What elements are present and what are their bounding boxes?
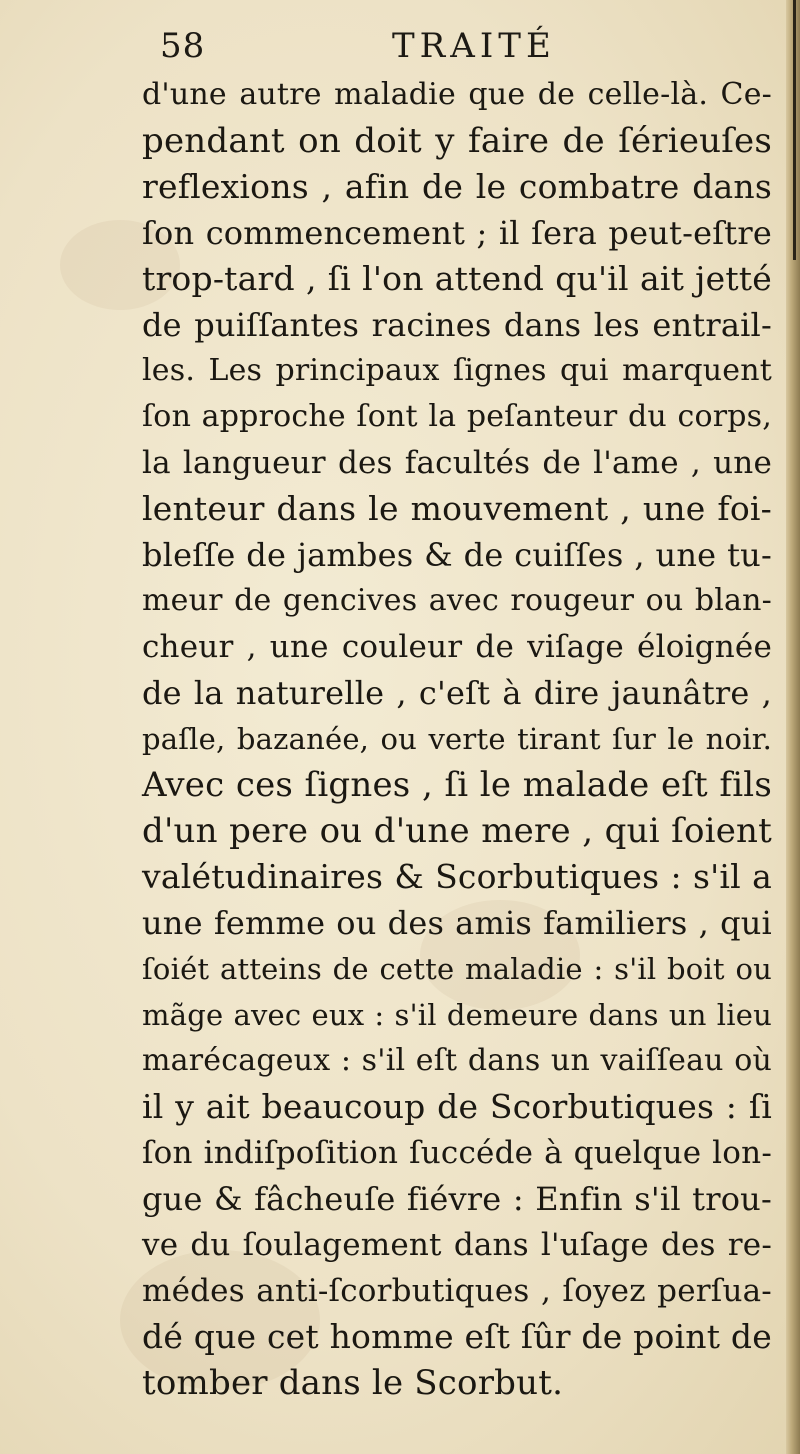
text-line: ſon indiſpoſition ſuccéde à quelque lon- (142, 1135, 772, 1171)
text-line: la langueur des facultés de l'ame , une (142, 445, 772, 481)
text-line: de puiſſantes racines dans les entrail- (142, 306, 772, 344)
text-line: médes anti-ſcorbutiques , ſoyez perſua- (142, 1273, 772, 1309)
page-header (160, 26, 620, 76)
text-line: ſon approche ſont la peſanteur du corps, (142, 399, 772, 434)
text-line: reflexions , afin de le combatre dans (142, 167, 772, 206)
text-line: dé que cet homme eſt ſûr de point de (142, 1317, 772, 1356)
text-line: tomber dans le Scorbut. (142, 1363, 564, 1403)
text-line: ſon commencement ; il ſera peut-eſtre (142, 214, 772, 252)
text-line: de la naturelle , c'eſt à dire jaunâtre , (142, 674, 772, 712)
text-line: meur de gencives avec rougeur ou blan- (142, 583, 772, 618)
text-line: les. Les principaux ſignes qui marquent (142, 353, 772, 388)
text-line: mãge avec eux : s'il demeure dans un lieu (142, 998, 772, 1032)
body-text (142, 72, 772, 1406)
text-line: trop-tard , ſi l'on attend qu'il ait jetté (142, 259, 772, 298)
text-line: marécageux : s'il eſt dans un vaiſſeau où (142, 1043, 772, 1078)
running-head: TRAITÉ (392, 26, 556, 66)
page-edge (786, 0, 800, 1454)
text-line: pendant on doit y faire de ſérieuſes (142, 121, 772, 161)
page-number: 58 (160, 26, 206, 66)
text-line: d'une autre maladie que de celle-là. Ce- (142, 77, 772, 112)
text-line: ſoiét atteins de cette maladie : s'il boit ou (142, 952, 772, 986)
text-line: paſle, bazanée, ou verte tirant ſur le noir. (142, 722, 772, 756)
text-line: gue & fâcheuſe fiévre : Enfin s'il trou- (142, 1180, 772, 1218)
edge-shadow (793, 0, 796, 260)
text-line: il y ait beaucoup de Scorbutiques : ſi (142, 1087, 772, 1126)
text-line: d'un pere ou d'une mere , qui ſoient (142, 811, 772, 851)
text-line: ve du ſoulagement dans l'uſage des re- (142, 1227, 772, 1263)
text-line: une femme ou des amis familiers , qui (142, 904, 772, 942)
text-line: lenteur dans le mouvement , une foi- (142, 489, 772, 528)
text-line: Avec ces ſignes , ſi le malade eſt fils (142, 765, 772, 805)
text-line: bleſſe de jambes & de cuiſſes , une tu- (142, 536, 772, 574)
text-line: cheur , une couleur de viſage éloignée (142, 629, 772, 665)
text-line: valétudinaires & Scorbutiques : s'il a (142, 857, 772, 896)
